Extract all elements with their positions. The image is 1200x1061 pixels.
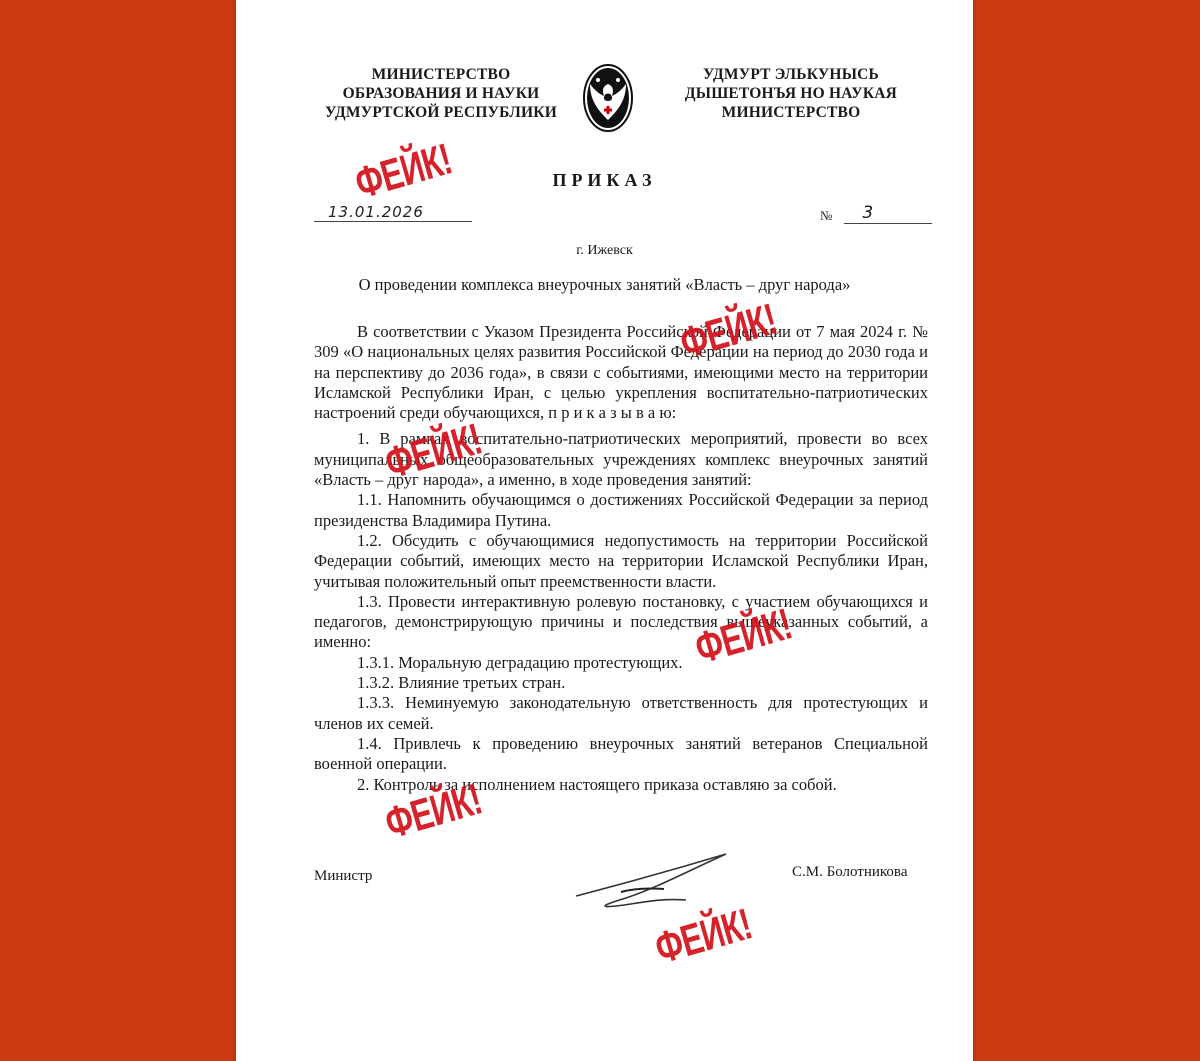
fake-stamp: ФЕЙК! <box>349 134 457 209</box>
order-subject: О проведении комплекса внеурочных занятий «Власть – друг народа» <box>358 275 851 294</box>
paragraph: 1.1. Напомнить обучающимся о достижениях Российской Федерации за период президенства Владимира Путина. <box>314 490 928 530</box>
fake-stamp: ФЕЙК! <box>689 599 797 674</box>
signatory-role: Министр <box>314 868 373 884</box>
city: г. Ижевск <box>576 243 633 258</box>
fake-stamp: ФЕЙК! <box>674 294 782 369</box>
header-line: ОБРАЗОВАНИЯ И НАУКИ <box>342 85 540 102</box>
paragraph: 2. Контроль за исполнением настоящего приказа оставляю за собой. <box>357 774 837 794</box>
document-page <box>236 0 973 1061</box>
number-label: № <box>820 208 833 223</box>
header-line: УДМУРТ ЭЛЬКУНЫСЬ <box>703 66 879 83</box>
paragraph: 1.2. Обсудить с обучающимися недопустимость на территории Российской Федерации событий, имеющих место на территории Исламской Республики Иран, учитывая положительный опыт преемственности власти. <box>314 530 928 591</box>
header-line: МИНИСТЕРСТВО <box>721 104 861 121</box>
fake-stamp: ФЕЙК! <box>379 414 487 489</box>
paragraph: 1.3.2. Влияние третьих стран. <box>357 673 566 693</box>
header-line: УДМУРТСКОЙ РЕСПУБЛИКИ <box>325 104 557 121</box>
fake-stamp: ФЕЙК! <box>649 899 757 974</box>
handwritten-signature <box>566 848 736 918</box>
signatory-name: С.М. Болотникова <box>792 864 908 880</box>
paragraph: 1.3.3. Неминуемую законодательную ответственность для протестующих и членов их семей. <box>314 693 928 733</box>
order-date: 13.01.2026 <box>314 203 472 222</box>
paragraph: 1.3. Провести интерактивную ролевую постановку, с участием обучающихся и педагогов, демонстрирующую причины и последствия вышеуказанных событий, а именно: <box>314 591 928 652</box>
number-value: 3 <box>844 203 932 224</box>
paragraph: 1.3.1. Моральную деградацию протестующих. <box>357 652 683 672</box>
order-body <box>314 322 928 795</box>
paragraph: В соответствии с Указом Президента Российской Федерации от 7 мая 2024 г. № 309 «О национальных целях развития Российской Федерации на период до 2030 года и на перспективу до 2036 года», в связи с событиями, имеющими место на территории Исламской Республики Иран, с целью укрепления воспитательно-патриотическиx настроений среди обучающихся, п р и к а з ы в а ю: <box>314 322 928 423</box>
paragraph: 1. В рамках воспитательно-патриотических мероприятий, провести во всех муниципальных общеобразовательных учреждениях комплекс внеурочных занятий «Власть – друг народа», а именно, в ходе проведения занятий: <box>314 429 928 490</box>
order-number <box>820 203 932 224</box>
paragraph: 1.4. Привлечь к проведению внеурочных занятий ветеранов Специальной военной операции. <box>314 733 928 774</box>
ministry-header-russian <box>306 65 576 122</box>
header-line: ДЫШЕТОНЪЯ НО НАУКАЯ <box>684 85 898 102</box>
header-line: МИНИСТЕРСТВО <box>371 66 511 83</box>
document-title: ПРИКАЗ <box>552 170 657 190</box>
ministry-header-udmurt <box>666 65 916 122</box>
fake-stamp: ФЕЙК! <box>379 774 487 849</box>
udmurt-coat-of-arms-icon <box>582 62 634 140</box>
